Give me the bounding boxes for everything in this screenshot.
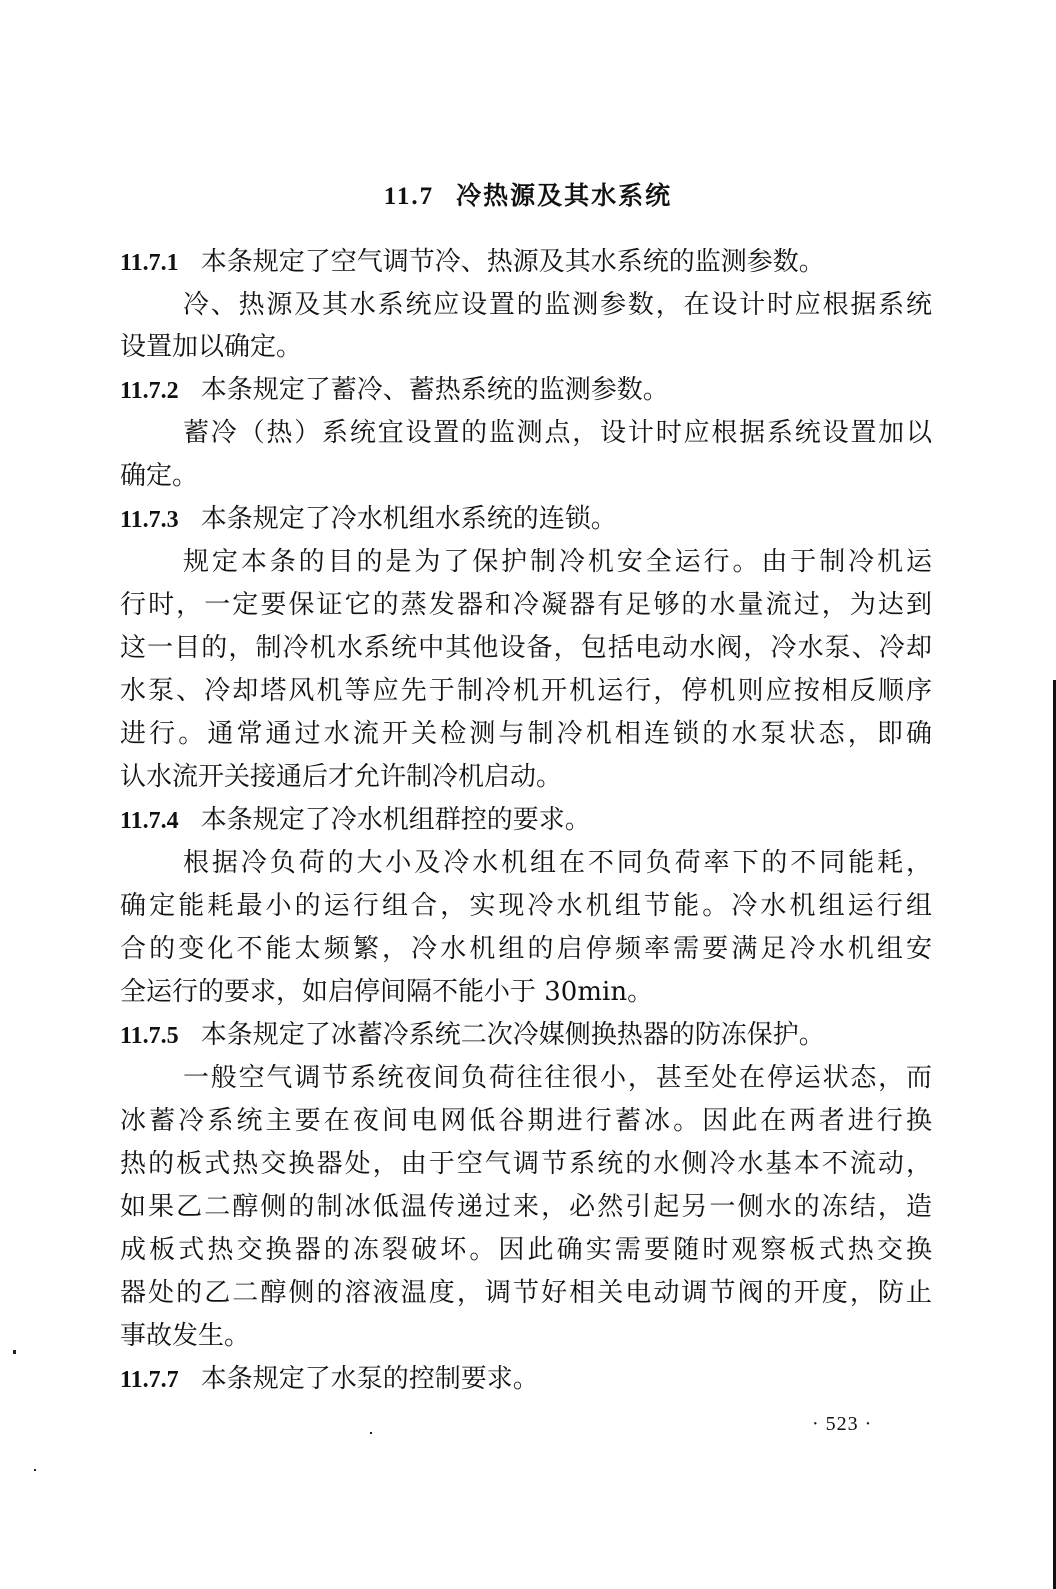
paragraph-line bbox=[120, 1273, 932, 1313]
clause-number: 11.7.5 bbox=[120, 1023, 179, 1049]
line-text: 水泵、冷却塔风机等应先于制冷机开机运行，停机则应按相反顺序 bbox=[120, 676, 932, 706]
paragraph-line bbox=[120, 327, 932, 367]
clause-heading-line bbox=[120, 1359, 932, 1399]
clause-heading-line bbox=[120, 242, 932, 282]
line-text: 根据冷负荷的大小及冷水机组在不同负荷率下的不同能耗， bbox=[183, 848, 932, 878]
paragraph-line bbox=[183, 285, 932, 325]
paragraph-line bbox=[120, 714, 932, 754]
paragraph-line bbox=[120, 1316, 932, 1356]
line-text: 进行。通常通过水流开关检测与制冷机相连锁的水泵状态，即确 bbox=[120, 719, 932, 749]
line-text: 本条规定了水泵的控制要求。 bbox=[200, 1364, 539, 1394]
line-text: 全运行的要求，如启停间隔不能小于 30min。 bbox=[120, 977, 654, 1007]
line-text: 行时，一定要保证它的蒸发器和冷凝器有足够的水量流过，为达到 bbox=[120, 590, 932, 620]
line-text: 如果乙二醇侧的制冰低温传递过来，必然引起另一侧水的冻结，造 bbox=[120, 1192, 932, 1222]
paragraph-line bbox=[120, 1101, 932, 1141]
line-text: 合的变化不能太频繁，冷水机组的启停频率需要满足冷水机组安 bbox=[120, 934, 932, 964]
line-text: 成板式热交换器的冻裂破坏。因此确实需要随时观察板式热交换 bbox=[120, 1235, 932, 1265]
line-text: 本条规定了蓄冷、蓄热系统的监测参数。 bbox=[200, 375, 669, 405]
line-text: 确定能耗最小的运行组合，实现冷水机组节能。冷水机组运行组 bbox=[120, 891, 932, 921]
line-text: 本条规定了冰蓄冷系统二次冷媒侧换热器的防冻保护。 bbox=[200, 1020, 825, 1050]
line-text: 设置加以确定。 bbox=[120, 332, 303, 362]
clause-number: 11.7.1 bbox=[120, 250, 179, 276]
line-text: 一般空气调节系统夜间负荷往往很小，甚至处在停运状态，而 bbox=[183, 1063, 932, 1093]
section-title: 冷热源及其水系统 bbox=[456, 181, 673, 210]
paragraph-line bbox=[120, 628, 932, 668]
paragraph-line bbox=[120, 972, 932, 1012]
line-text: 确定。 bbox=[120, 461, 199, 491]
line-text: 事故发生。 bbox=[120, 1321, 251, 1351]
paragraph-line bbox=[183, 413, 932, 453]
clause-heading-line bbox=[120, 800, 932, 840]
line-text: 本条规定了冷水机组群控的要求。 bbox=[200, 805, 591, 835]
clause-number: 11.7.7 bbox=[120, 1367, 179, 1393]
paragraph-line bbox=[183, 843, 932, 883]
clause-number: 11.7.2 bbox=[120, 378, 179, 404]
scan-speck bbox=[34, 1469, 36, 1471]
paragraph-line bbox=[120, 1144, 932, 1184]
section-heading bbox=[0, 176, 1056, 217]
line-text: 热的板式热交换器处，由于空气调节系统的水侧冷水基本不流动， bbox=[120, 1149, 932, 1179]
page-number: · 523 · bbox=[812, 1413, 873, 1435]
paragraph-line bbox=[120, 757, 932, 797]
scan-speck bbox=[370, 1432, 372, 1434]
section-number: 11.7 bbox=[383, 183, 435, 210]
paragraph-line bbox=[120, 1187, 932, 1227]
clause-heading-line bbox=[120, 1015, 932, 1055]
line-text: 这一目的，制冷机水系统中其他设备，包括电动水阀，冷水泵、冷却 bbox=[120, 633, 932, 663]
paragraph-line bbox=[120, 585, 932, 625]
paragraph-line bbox=[120, 1230, 932, 1270]
clause-heading-line bbox=[120, 370, 932, 410]
line-text: 本条规定了冷水机组水系统的连锁。 bbox=[200, 504, 617, 534]
paragraph-line bbox=[120, 456, 932, 496]
line-text: 蓄冷（热）系统宜设置的监测点，设计时应根据系统设置加以 bbox=[183, 418, 932, 448]
line-text: 器处的乙二醇侧的溶液温度，调节好相关电动调节阀的开度，防止 bbox=[120, 1278, 932, 1308]
paragraph-line bbox=[183, 542, 932, 582]
scan-speck bbox=[13, 1350, 16, 1354]
paragraph-line bbox=[183, 1058, 932, 1098]
clause-number: 11.7.4 bbox=[120, 808, 179, 834]
paragraph-line bbox=[120, 671, 932, 711]
line-text: 本条规定了空气调节冷、热源及其水系统的监测参数。 bbox=[200, 247, 825, 277]
line-text: 冷、热源及其水系统应设置的监测参数，在设计时应根据系统 bbox=[183, 290, 932, 320]
line-text: 冰蓄冷系统主要在夜间电网低谷期进行蓄冰。因此在两者进行换 bbox=[120, 1106, 932, 1136]
clause-heading-line bbox=[120, 499, 932, 539]
paragraph-line bbox=[120, 929, 932, 969]
line-text: 认水流开关接通后才允许制冷机启动。 bbox=[120, 762, 563, 792]
clause-number: 11.7.3 bbox=[120, 507, 179, 533]
paragraph-line bbox=[120, 886, 932, 926]
line-text: 规定本条的目的是为了保护制冷机安全运行。由于制冷机运 bbox=[183, 547, 932, 577]
